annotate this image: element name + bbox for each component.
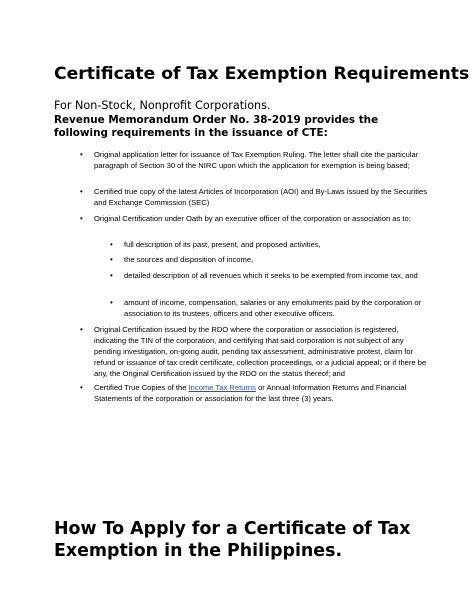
rmo-heading: Revenue Memorandum Order No. 38-2019 provides the following requirements in the issuance of CTE: bbox=[54, 114, 379, 139]
list-item bbox=[80, 213, 430, 224]
sub-list-item-text: full description of its past, present, and proposed activities, bbox=[124, 240, 321, 249]
sub-list-item bbox=[110, 254, 424, 265]
bullet-icon: • bbox=[80, 325, 83, 334]
bullet-icon: • bbox=[110, 298, 113, 307]
list-item bbox=[80, 149, 430, 171]
section-heading: How To Apply for a Certificate of Tax Exemption in the Philippines. bbox=[54, 519, 411, 561]
list-item-text: Certified true copy of the latest Articles of Incorporation (AOI) and By-Laws issued by the Securities and Exchange Commission (SEC) bbox=[94, 187, 428, 207]
income-tax-returns-link[interactable]: Income Tax Returns bbox=[188, 383, 256, 392]
list-item-text: Original application letter for issuance of Tax Exemption Ruling. The letter shall cite the particular paragraph of Section 30 of the NIRC upon which the application for exemption is being based; bbox=[94, 150, 419, 170]
list-item-text: Original Certification under Oath by an executive officer of the corporation or association as to: bbox=[94, 214, 411, 223]
list-item bbox=[80, 382, 430, 404]
bullet-icon: • bbox=[80, 214, 83, 223]
sub-list-item bbox=[110, 270, 424, 281]
bullet-icon: • bbox=[110, 271, 113, 280]
bullet-icon: • bbox=[110, 240, 113, 249]
list-item-text bbox=[94, 382, 430, 404]
sub-list-item-text: detailed description of all revenues which it seeks to be exempted from income tax, and bbox=[124, 271, 418, 280]
sub-list-item bbox=[110, 239, 424, 250]
bullet-icon: • bbox=[80, 383, 83, 392]
list-item bbox=[80, 186, 430, 208]
bullet-icon: • bbox=[110, 255, 113, 264]
sub-list-item bbox=[110, 297, 424, 319]
list-item-text-before: Certified True Copies of the bbox=[94, 383, 189, 392]
bullet-icon: • bbox=[80, 150, 83, 159]
list-item-text: Original Certification issued by the RDO where the corporation or association is registered, indicating the TIN of the corporation, and certifying that said corporation is not subject of any pending investigation, on-going audit, pending tax assessment, administrative protest, claim for refund or issuance of tax credit certificate, collection proceedings, or a judicial appeal; or if there be any, the Original Certification issued by the RDO on the status thereof; and bbox=[94, 325, 427, 378]
list-item-text-after: or Annual Information Returns and Financial Statements of the corporation or association for the last three (3) years. bbox=[94, 383, 407, 403]
sub-list-item-text: amount of income, compensation, salaries or any emoluments paid by the corporation or association to its trustees, officers and other executive officers. bbox=[124, 298, 422, 318]
bullet-icon: • bbox=[80, 187, 83, 196]
page-title: Certificate of Tax Exemption Requirements bbox=[54, 64, 470, 84]
sub-list-item-text: the sources and disposition of income, bbox=[124, 255, 254, 264]
subtitle: For Non-Stock, Nonprofit Corporations. bbox=[54, 99, 271, 112]
list-item bbox=[80, 324, 430, 379]
